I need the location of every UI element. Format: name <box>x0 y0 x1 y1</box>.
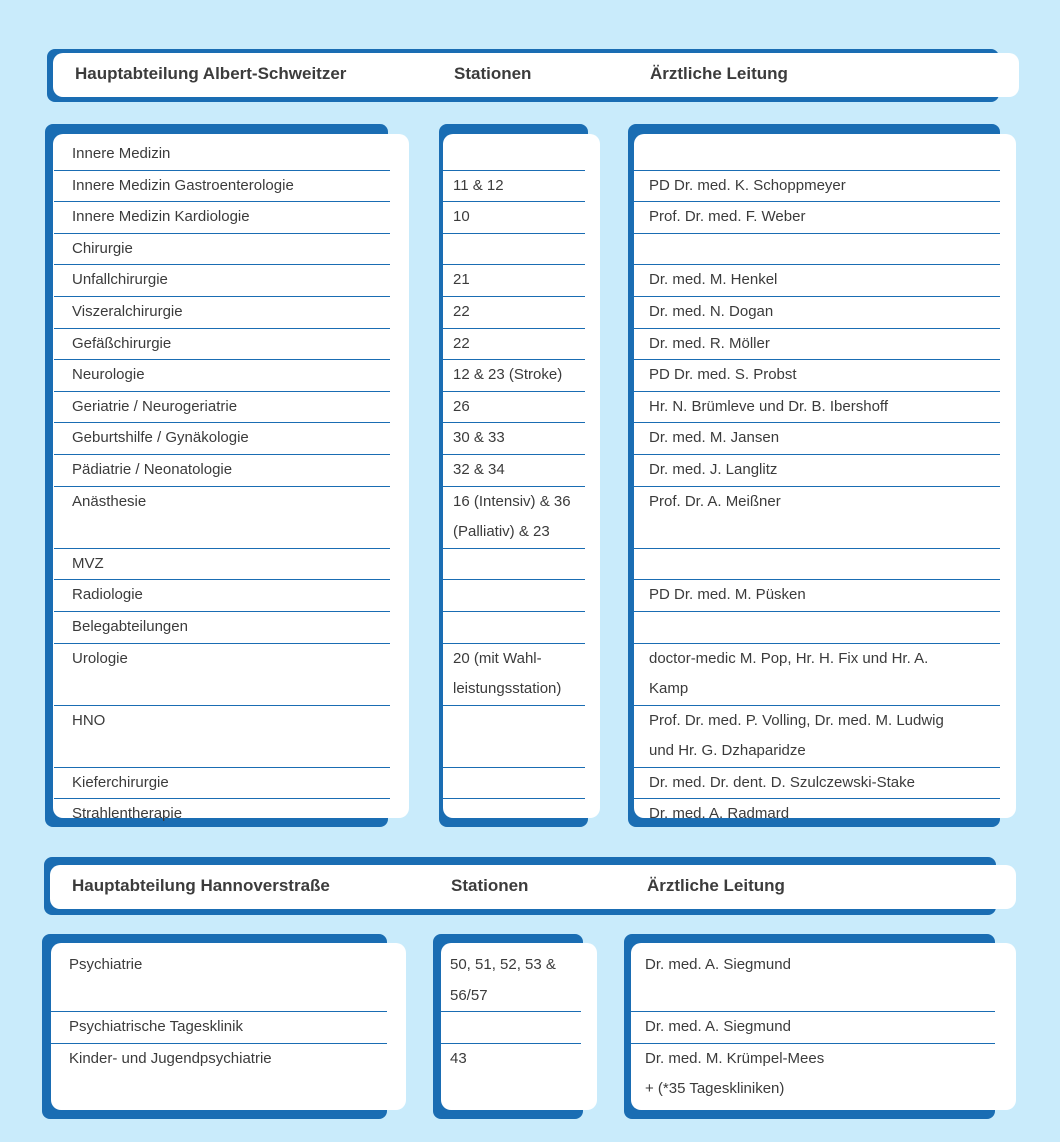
table-row <box>54 171 390 203</box>
department-cell-text: HNO <box>72 711 106 729</box>
lead-cell-text: PD Dr. med. M. Püsken <box>649 586 806 604</box>
table-row <box>54 360 390 392</box>
section1-lead-card <box>628 124 1016 827</box>
department-cell-text: Unfallchirurgie <box>72 271 168 289</box>
table-row <box>54 706 390 768</box>
table-row <box>633 202 1000 234</box>
table-row <box>633 329 1000 361</box>
table-row <box>629 950 995 1012</box>
stations-cell-text: 21 <box>453 271 470 289</box>
lead-cell-text: Dr. med. Dr. dent. D. Szulczewski-Stake <box>649 773 915 791</box>
lead-cell-text: PD Dr. med. S. Probst <box>649 366 797 384</box>
table-row <box>442 265 585 297</box>
table-row <box>633 799 1000 830</box>
lead-cell-text: Dr. med. N. Dogan <box>649 302 774 320</box>
stations-cell-text <box>453 549 585 580</box>
table-row <box>54 644 390 706</box>
table-row <box>442 297 585 329</box>
section2-stations-card <box>433 934 597 1119</box>
lead-cell-text <box>649 234 1000 265</box>
table-row <box>442 423 585 455</box>
table-row <box>442 580 585 612</box>
section1-header <box>47 49 1019 102</box>
lead-cell-text <box>649 612 1000 643</box>
stations-cell-text: 26 <box>453 397 470 415</box>
table-row <box>633 580 1000 612</box>
table-row <box>633 265 1000 297</box>
department-column <box>51 950 387 1105</box>
lead-cell-text: + (*35 Tageskliniken) <box>645 1080 785 1098</box>
table-row <box>629 1044 995 1105</box>
stations-cell-text: 10 <box>453 208 470 226</box>
lead-cell-text: Prof. Dr. med. F. Weber <box>649 208 806 226</box>
header-department: Hauptabteilung Albert-Schweitzer <box>75 64 347 83</box>
lead-cell-text <box>649 139 1000 170</box>
stations-cell-text <box>453 768 585 799</box>
table-row <box>442 612 585 644</box>
department-cell-text: Neurologie <box>72 366 145 384</box>
department-cell-text: Urologie <box>72 649 128 667</box>
table-row <box>433 950 581 1012</box>
stations-column <box>433 950 581 1105</box>
table-row <box>442 360 585 392</box>
table-row <box>54 612 390 644</box>
department-cell-text: Pädiatrie / Neonatologie <box>72 460 233 478</box>
lead-cell-text: Dr. med. M. Jansen <box>649 429 780 447</box>
department-cell-text: Anästhesie <box>72 492 147 510</box>
department-cell-text: MVZ <box>72 554 104 572</box>
stations-cell-text <box>453 736 585 767</box>
stations-cell-text: 12 & 23 (Stroke) <box>453 366 563 384</box>
stations-cell-text <box>453 234 585 265</box>
table-row <box>442 799 585 830</box>
department-cell-text: Psychiatrie <box>69 956 143 973</box>
department-cell-text: Geburtshilfe / Gynäkologie <box>72 429 249 447</box>
lead-cell-text: Dr. med. A. Radmard <box>649 805 790 823</box>
lead-cell-text: Prof. Dr. A. Meißner <box>649 492 781 510</box>
stations-cell-text: leistungsstation) <box>453 680 562 698</box>
lead-cell-text <box>645 981 995 1012</box>
table-row <box>442 171 585 203</box>
table-row <box>54 549 390 581</box>
department-cell-text: Kieferchirurgie <box>72 773 169 791</box>
table-row <box>633 706 1000 768</box>
lead-cell-text: Hr. N. Brümleve und Dr. B. Ibershoff <box>649 397 888 415</box>
table-row <box>633 139 1000 171</box>
table-row <box>633 234 1000 266</box>
table-row <box>51 1012 387 1044</box>
section1-stations-card <box>439 124 600 827</box>
stations-cell-text: 22 <box>453 302 470 320</box>
header-stations: Stationen <box>454 64 532 83</box>
lead-cell-text: doctor-medic M. Pop, Hr. H. Fix und Hr. A. <box>649 649 929 667</box>
table-row <box>54 799 390 830</box>
table-row <box>442 768 585 800</box>
table-row <box>51 950 387 1012</box>
department-cell-text: Gefäßchirurgie <box>72 334 172 352</box>
table-row <box>633 455 1000 487</box>
table-row <box>633 423 1000 455</box>
stations-cell-text: 22 <box>453 334 470 352</box>
table-row <box>633 549 1000 581</box>
department-cell-text: Innere Medizin Gastroenterologie <box>72 176 294 194</box>
table-row <box>442 202 585 234</box>
lead-cell-text: Dr. med. A. Siegmund <box>645 956 791 973</box>
lead-cell-text: und Hr. G. Dzhaparidze <box>649 742 806 760</box>
department-cell-text: Geriatrie / Neurogeriatrie <box>72 397 238 415</box>
department-cell-text: Kinder- und Jugendpsychiatrie <box>69 1049 272 1067</box>
table-row <box>442 329 585 361</box>
lead-cell-text: Prof. Dr. med. P. Volling, Dr. med. M. Ludwig <box>649 711 944 729</box>
header-lead: Ärztliche Leitung <box>650 64 788 83</box>
table-row <box>442 455 585 487</box>
table-row <box>442 549 585 581</box>
section2-department-card <box>42 934 406 1119</box>
stations-cell-text: (Palliativ) & 23 <box>453 523 550 541</box>
lead-cell-text: Dr. med. A. Siegmund <box>645 1018 791 1036</box>
table-row <box>54 487 390 549</box>
table-row <box>629 1012 995 1044</box>
header-department: Hauptabteilung Hannoverstraße <box>72 876 330 895</box>
department-cell-text: Innere Medizin Kardiologie <box>72 208 250 226</box>
table-row <box>442 392 585 424</box>
department-cell-text: Radiologie <box>72 586 143 604</box>
table-row <box>633 768 1000 800</box>
department-cell-text: Innere Medizin <box>72 145 171 162</box>
department-cell-text <box>72 736 390 767</box>
stations-cell-text: 32 & 34 <box>453 460 505 478</box>
table-row <box>54 423 390 455</box>
department-cell-text: Chirurgie <box>72 239 133 257</box>
lead-column <box>629 950 995 1105</box>
table-row <box>54 139 390 171</box>
lead-cell-text <box>649 517 1000 548</box>
lead-cell-text: Dr. med. R. Möller <box>649 334 770 352</box>
department-cell-text: Belegabteilungen <box>72 617 188 635</box>
department-cell-text: Viszeralchirurgie <box>72 302 183 320</box>
lead-cell-text: Dr. med. M. Krümpel-Mees <box>645 1049 825 1067</box>
table-row <box>51 1044 387 1105</box>
table-row <box>442 644 585 706</box>
table-row <box>442 487 585 549</box>
table-row <box>633 487 1000 549</box>
table-row <box>633 360 1000 392</box>
lead-cell-text: Kamp <box>649 680 689 698</box>
table-row <box>433 1044 581 1105</box>
stations-cell-text <box>450 1012 581 1043</box>
stations-cell-text <box>453 799 585 830</box>
table-row <box>442 234 585 266</box>
lead-cell-text <box>649 549 1000 580</box>
stations-cell-text <box>453 139 585 170</box>
section2-header <box>44 857 1016 915</box>
stations-cell-text <box>453 706 585 737</box>
stations-cell-text: 30 & 33 <box>453 429 505 447</box>
stations-cell-text <box>453 580 585 611</box>
table-row <box>442 706 585 768</box>
header-stations: Stationen <box>451 876 529 895</box>
table-row <box>54 265 390 297</box>
header-lead: Ärztliche Leitung <box>647 876 785 895</box>
department-cell-text <box>69 1074 387 1105</box>
table-row <box>633 392 1000 424</box>
stations-cell-text: 11 & 12 <box>453 176 504 194</box>
stations-cell-text <box>450 1074 581 1105</box>
table-row <box>633 612 1000 644</box>
department-cell-text: Strahlentherapie <box>72 805 183 823</box>
stations-cell-text: 50, 51, 52, 53 & <box>450 956 556 973</box>
lead-cell-text: Dr. med. J. Langlitz <box>649 460 778 478</box>
stations-cell-text: 43 <box>450 1049 467 1067</box>
table-row <box>54 392 390 424</box>
department-cell-text <box>72 517 390 548</box>
department-cell-text <box>69 981 387 1012</box>
table-row <box>633 297 1000 329</box>
stations-cell-text: 56/57 <box>450 986 488 1004</box>
lead-column <box>633 139 1000 830</box>
table-row <box>433 1012 581 1044</box>
department-cell-text: Psychiatrische Tagesklinik <box>69 1018 243 1036</box>
table-row <box>54 297 390 329</box>
stations-cell-text <box>453 612 585 643</box>
stations-cell-text: 20 (mit Wahl- <box>453 649 542 667</box>
table-row <box>54 580 390 612</box>
table-row <box>633 171 1000 203</box>
lead-cell-text: PD Dr. med. K. Schoppmeyer <box>649 176 846 194</box>
lead-cell-text: Dr. med. M. Henkel <box>649 271 778 289</box>
section2-lead-card <box>624 934 1016 1119</box>
table-row <box>54 329 390 361</box>
stations-column <box>442 139 585 830</box>
table-row <box>442 139 585 171</box>
table-row <box>54 202 390 234</box>
table-row <box>54 455 390 487</box>
table-row <box>54 234 390 266</box>
department-column <box>54 139 390 830</box>
table-row <box>54 768 390 800</box>
department-cell-text <box>72 674 390 705</box>
section1-department-card <box>45 124 409 827</box>
stations-cell-text: 16 (Intensiv) & 36 <box>453 492 571 510</box>
table-row <box>633 644 1000 706</box>
